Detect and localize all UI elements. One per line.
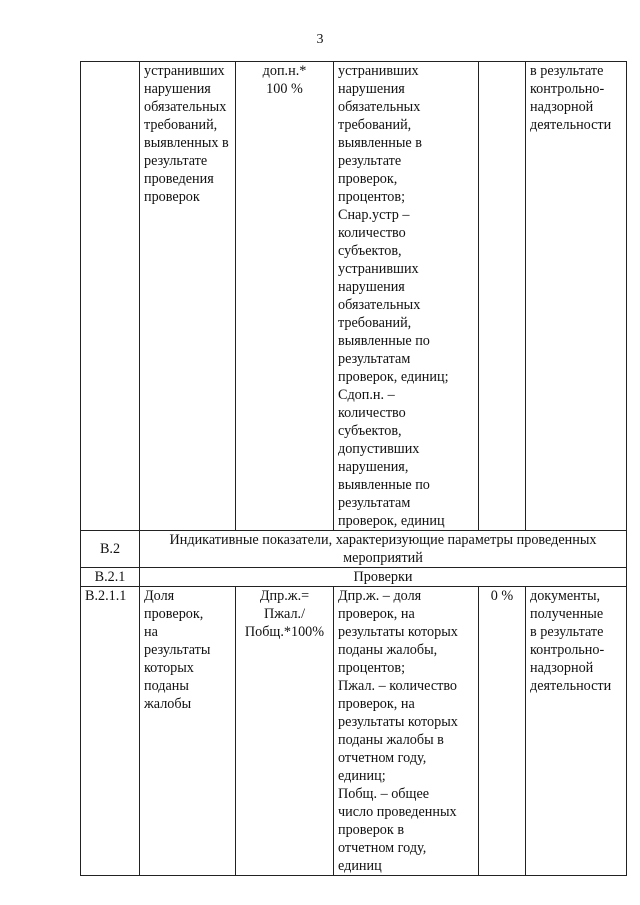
cell-source: документы, полученные в результате контрольно- надзорной деятельности xyxy=(526,587,627,876)
cell-target: 0 % xyxy=(479,587,526,876)
cell-formula: Дпр.ж.= Пжал./ Побщ.*100% xyxy=(236,587,334,876)
section-code: В.2 xyxy=(81,531,140,568)
cell-code xyxy=(81,62,140,531)
cell-description: устранивших нарушения обязательных требований, выявленные в результате проверок, процентов; Снар.устр – количество субъектов, устранивших нарушения обязательных требований, выявленные по результатам проверок, единиц; Сдоп.н. – количество субъектов, допустивших нарушения, выявленные по результатам проверок, единиц xyxy=(334,62,479,531)
cell-code: В.2.1.1 xyxy=(81,587,140,876)
table-row xyxy=(81,587,627,876)
table-row-continued xyxy=(81,62,627,531)
section-row xyxy=(81,531,627,568)
cell-formula: доп.н.* 100 % xyxy=(236,62,334,531)
cell-description: Дпр.ж. – доля проверок, на результаты которых поданы жалобы, процентов; Пжал. – количество проверок, на результаты которых поданы жалобы в отчетном году, единиц; Побщ. – общее число проведенных проверок в отчетном году, единиц xyxy=(334,587,479,876)
cell-indicator: Доля проверок, на результаты которых поданы жалобы xyxy=(140,587,236,876)
cell-source: в результате контрольно- надзорной деятельности xyxy=(526,62,627,531)
indicators-table xyxy=(80,61,627,876)
cell-indicator: устранивших нарушения обязательных требований, выявленных в результате проведения проверок xyxy=(140,62,236,531)
subsection-code: В.2.1 xyxy=(81,568,140,587)
cell-target xyxy=(479,62,526,531)
section-title: Индикативные показатели, характеризующие параметры проведенных мероприятий xyxy=(140,531,627,568)
subsection-title: Проверки xyxy=(140,568,627,587)
page-number: 3 xyxy=(316,32,324,47)
subsection-row xyxy=(81,568,627,587)
